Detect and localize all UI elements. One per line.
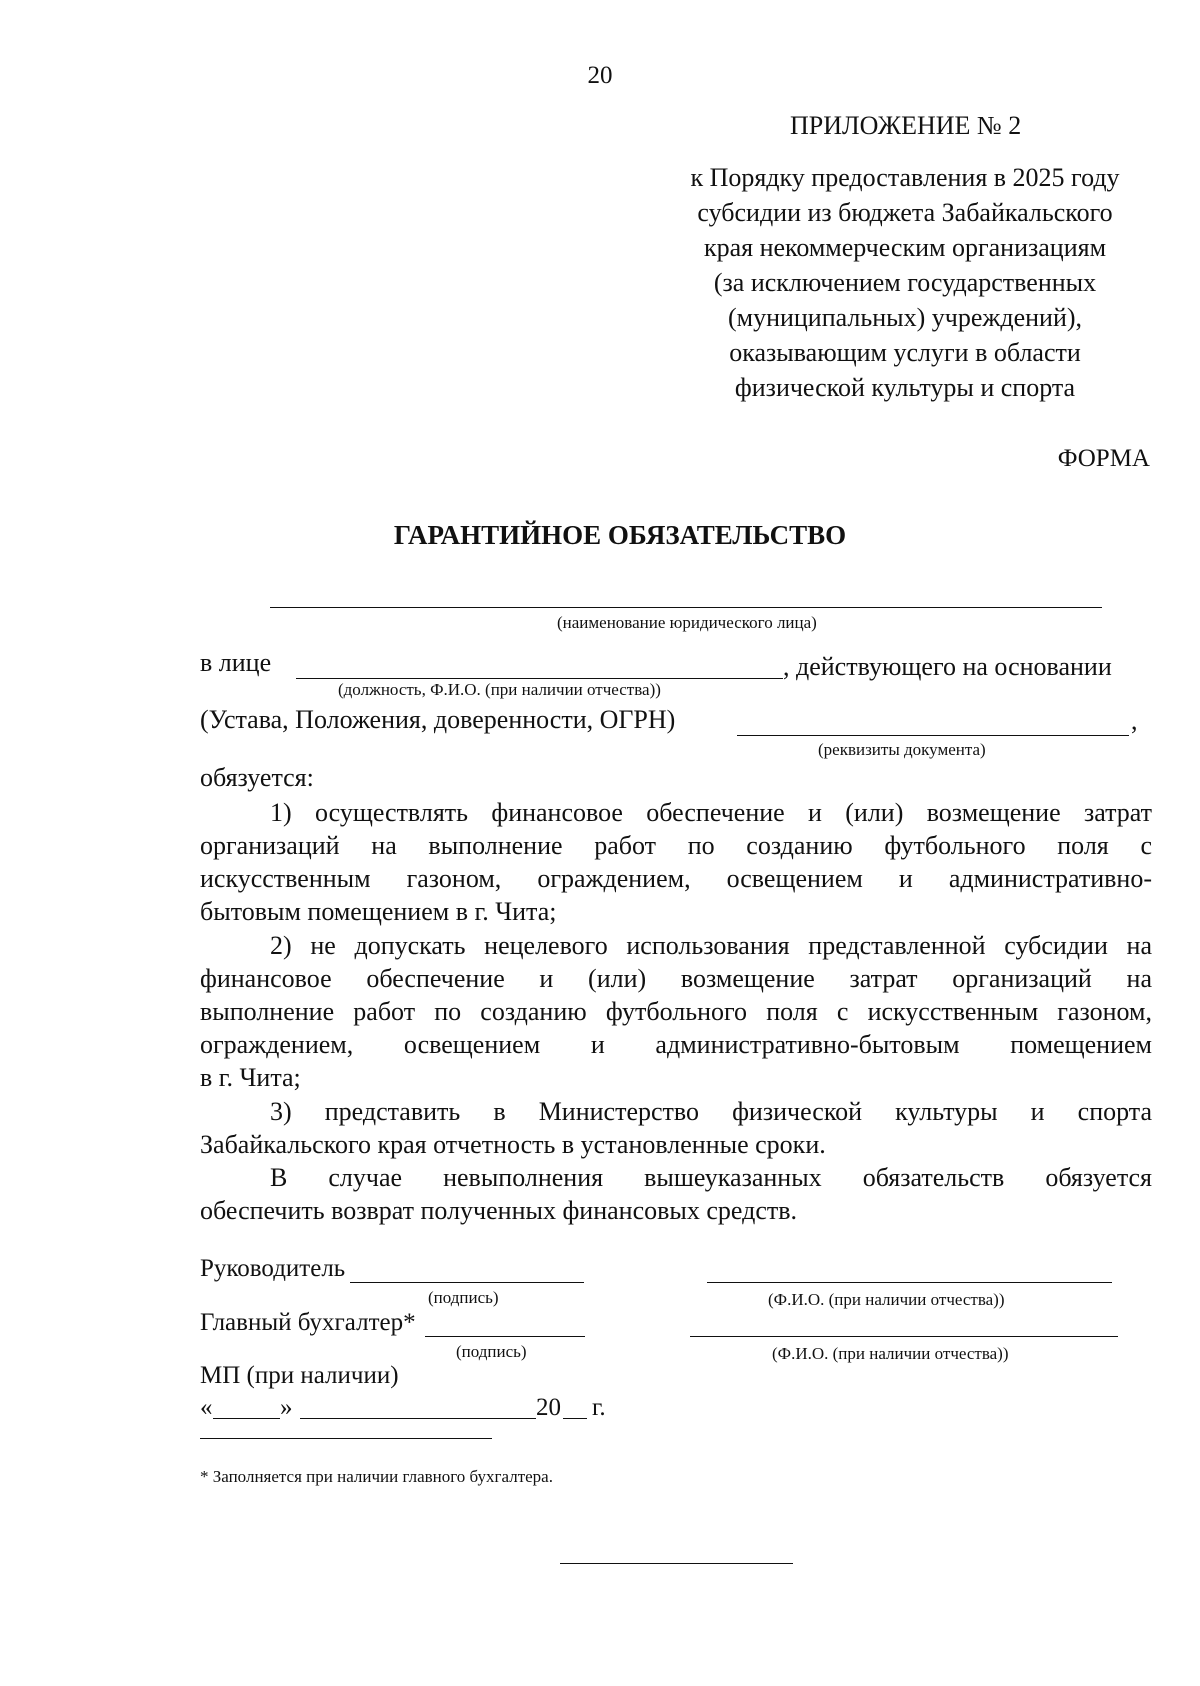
item-2-line: в г. Чита; <box>200 1063 301 1092</box>
item-2-line: ограждением, освещением и административно-бытовым помещением <box>200 1030 1152 1059</box>
entity-name-field[interactable] <box>270 607 1102 608</box>
item-3-line: Забайкальского края отчетность в установленные сроки. <box>200 1130 826 1159</box>
entity-name-caption: (наименование юридического лица) <box>557 613 817 632</box>
date-month-field[interactable] <box>300 1418 536 1419</box>
head-label: Руководитель <box>200 1255 346 1282</box>
appendix-title: ПРИЛОЖЕНИЕ № 2 <box>790 111 1022 140</box>
appendix-line: к Порядку предоставления в 2025 году <box>690 163 1120 192</box>
head-signature-field[interactable] <box>350 1282 584 1283</box>
appendix-approval-block <box>665 160 1145 405</box>
appendix-line: края некоммерческим организациям <box>703 233 1107 262</box>
date-close-quote: » <box>280 1394 293 1421</box>
date-year-prefix: 20 <box>536 1394 561 1421</box>
footnote-separator <box>200 1438 492 1439</box>
document-title: ГАРАНТИЙНОЕ ОБЯЗАТЕЛЬСТВО <box>393 520 847 550</box>
appendix-line: (муниципальных) учреждений), <box>727 303 1083 332</box>
footnote-text: * Заполняется при наличии главного бухгалтера. <box>200 1467 553 1486</box>
item-1-line: бытовым помещением в г. Чита; <box>200 897 557 926</box>
page-number: 20 <box>587 62 613 89</box>
appendix-line: оказывающим услуги в области <box>729 338 1081 367</box>
accountant-signature-caption: (подпись) <box>456 1342 527 1361</box>
date-year-field[interactable] <box>563 1418 587 1419</box>
item-3-line: 3) представить в Министерство физической культуры и спорта <box>270 1097 1152 1126</box>
form-label: ФОРМА <box>1057 445 1150 472</box>
item-2-line: 2) не допускать нецелевого использования представленной субсидии на <box>270 931 1152 960</box>
obliges-text: обязуется: <box>200 763 314 792</box>
position-caption: (должность, Ф.И.О. (при наличии отчества)) <box>338 680 661 699</box>
position-name-field[interactable] <box>296 678 783 679</box>
accountant-fio-field[interactable] <box>690 1336 1118 1337</box>
head-signature-caption: (подпись) <box>428 1288 499 1307</box>
in-person-prefix: в лице <box>200 648 272 677</box>
accountant-label: Главный бухгалтер* <box>200 1309 416 1336</box>
date-open-quote: « <box>200 1394 213 1421</box>
item-1-line: искусственным газоном, ограждением, освещением и административно- <box>200 864 1152 893</box>
date-suffix: г. <box>592 1394 606 1421</box>
accountant-signature-field[interactable] <box>425 1336 585 1337</box>
appendix-line: субсидии из бюджета Забайкальского <box>697 198 1113 227</box>
requisites-field[interactable] <box>737 735 1129 736</box>
item-1-line: организаций на выполнение работ по созданию футбольного поля с <box>200 831 1152 860</box>
page-end-separator <box>560 1563 793 1564</box>
item-2-line: финансовое обеспечение и (или) возмещение затрат организаций на <box>200 964 1152 993</box>
date-day-field[interactable] <box>213 1418 280 1419</box>
item-1-line: 1) осуществлять финансовое обеспечение и (или) возмещение затрат <box>270 798 1152 827</box>
head-fio-field[interactable] <box>707 1282 1112 1283</box>
stamp-label: МП (при наличии) <box>200 1362 399 1389</box>
appendix-line: физической культуры и спорта <box>734 373 1076 402</box>
accountant-fio-caption: (Ф.И.О. (при наличии отчества)) <box>772 1344 1009 1363</box>
head-fio-caption: (Ф.И.О. (при наличии отчества)) <box>768 1290 1005 1309</box>
in-person-suffix: , действующего на основании <box>783 652 1112 681</box>
item-2-line: выполнение работ по созданию футбольного поля с искусственным газоном, <box>200 997 1152 1026</box>
closing-line: обеспечить возврат полученных финансовых средств. <box>200 1196 798 1225</box>
requisites-caption: (реквизиты документа) <box>818 740 986 759</box>
closing-line: В случае невыполнения вышеуказанных обязательств обязуется <box>270 1163 1152 1192</box>
basis-comma: , <box>1131 706 1138 735</box>
basis-text: (Устава, Положения, доверенности, ОГРН) <box>200 705 676 734</box>
appendix-line: (за исключением государственных <box>713 268 1097 297</box>
